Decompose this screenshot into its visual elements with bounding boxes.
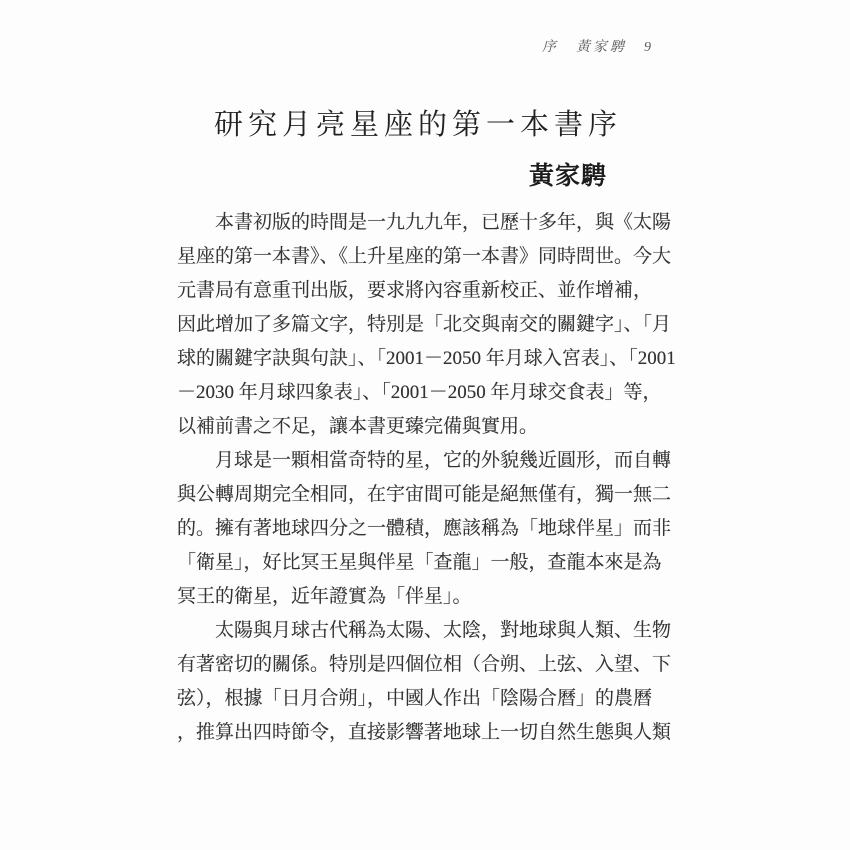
text-line: 與公轉周期完全相同，在宇宙間可能是絕無僅有，獨一無二 (177, 484, 672, 505)
text-line: 弦），根據「日月合朔」，中國人作出「陰陽合曆」的農曆 (177, 688, 653, 709)
paragraph (177, 206, 674, 444)
author-name: 黃家騁 (528, 162, 607, 190)
text-line: 的。擁有著地球四分之一體積，應該稱為「地球伴星」而非 (177, 518, 672, 539)
text-line: 因此增加了多篇文字，特別是「北交與南交的關鍵字」、「月 (177, 314, 672, 335)
text-line: 月球是一顆相當奇特的星，它的外貌幾近圓形，而自轉 (215, 450, 672, 471)
page-title: 研究月亮星座的第一本書序 (214, 109, 623, 141)
paragraph (177, 444, 674, 614)
text-line: 太陽與月球古代稱為太陽、太陰，對地球與人類、生物 (215, 620, 672, 641)
text-line: 「衛星」，好比冥王星與伴星「查龍」一般，查龍本來是為 (177, 552, 662, 573)
text-line: 有著密切的關係。特別是四個位相（合朔、上弦、入望、下 (177, 654, 672, 675)
text-line: 以補前書之不足，讓本書更臻完備與實用。 (177, 416, 539, 437)
text-line: 星座的第一本書》、《上升星座的第一本書》同時問世。今大 (177, 246, 672, 267)
body-text (177, 206, 674, 750)
running-head: 序 黃家騁 9 (542, 40, 654, 55)
text-line: 冥王的衛星，近年證實為「伴星」。 (177, 586, 472, 607)
text-line: 球的關鍵字訣與句訣」、「2001－2050 年月球入宮表」、「2001 (177, 348, 676, 369)
text-line: －2030 年月球四象表」、「2001－2050 年月球交食表」等， (177, 382, 662, 403)
paragraph (177, 614, 674, 750)
text-line: 本書初版的時間是一九九九年，已歷十多年，與《太陽 (215, 212, 672, 233)
text-line: 元書局有意重刊出版，要求將內容重新校正、並作增補， (177, 280, 653, 301)
text-line: ，推算出四時節令，直接影響著地球上一切自然生態與人類 (177, 722, 672, 743)
